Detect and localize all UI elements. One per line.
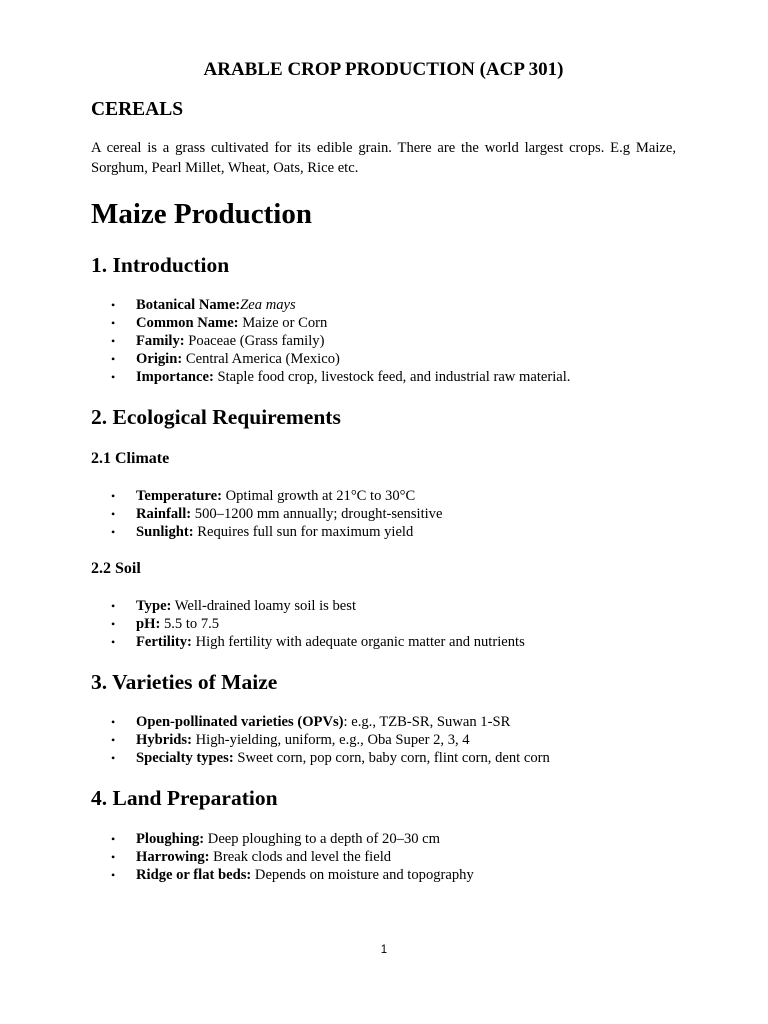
bullet-icon: •	[111, 599, 116, 613]
bullet-icon: •	[111, 868, 116, 882]
cereals-paragraph: A cereal is a grass cultivated for its edible grain. There are the world largest crops. E.g Maize, Sorghum, Pearl Millet, Wheat, Oats, Rice etc.	[91, 140, 676, 176]
introduction-heading: 1. Introduction	[91, 253, 230, 277]
varieties-list	[91, 713, 676, 767]
bullet-icon: •	[111, 489, 116, 503]
item-value: 5.5 to 7.5	[160, 616, 220, 632]
land-preparation-list	[91, 830, 676, 884]
bullet-icon: •	[111, 507, 116, 521]
bullet-icon: •	[111, 525, 116, 539]
item-term: Rainfall:	[136, 506, 192, 522]
list-item	[91, 296, 676, 314]
land-preparation-heading: 4. Land Preparation	[91, 786, 278, 810]
item-value: High-yielding, uniform, e.g., Oba Super 2, 3, 4	[191, 732, 470, 748]
list-item	[91, 368, 676, 386]
list-item	[91, 713, 676, 731]
list-item	[91, 633, 676, 651]
bullet-icon: •	[111, 617, 116, 631]
list-item	[91, 505, 676, 523]
item-term: Hybrids:	[136, 732, 192, 748]
list-item	[91, 314, 676, 332]
item-value: Staple food crop, livestock feed, and industrial raw material.	[213, 369, 571, 385]
item-value: Maize or Corn	[238, 315, 328, 331]
item-value: Poaceae (Grass family)	[184, 333, 325, 349]
item-value: 500–1200 mm annually; drought-sensitive	[191, 506, 443, 522]
list-item	[91, 830, 676, 848]
item-term: Harrowing:	[136, 849, 210, 865]
item-term: Sunlight:	[136, 524, 194, 540]
bullet-icon: •	[111, 715, 116, 729]
bullet-icon: •	[111, 832, 116, 846]
bullet-icon: •	[111, 751, 116, 765]
item-term: Origin:	[136, 351, 183, 367]
item-term: Ploughing:	[136, 831, 205, 847]
bullet-icon: •	[111, 635, 116, 649]
item-term: Specialty types:	[136, 750, 234, 766]
item-value: High fertility with adequate organic matter and nutrients	[191, 634, 525, 650]
item-value: Depends on moisture and topography	[251, 867, 474, 883]
item-term: Open-pollinated varieties (OPVs)	[136, 714, 344, 730]
list-item	[91, 487, 676, 505]
soil-list	[91, 597, 676, 651]
bullet-icon: •	[111, 352, 116, 366]
list-item	[91, 597, 676, 615]
page-number: 1	[380, 944, 388, 956]
list-item	[91, 866, 676, 884]
bullet-icon: •	[111, 334, 116, 348]
list-item	[91, 731, 676, 749]
item-value: Zea mays	[240, 297, 296, 313]
ecological-heading: 2. Ecological Requirements	[91, 405, 341, 429]
item-term: Fertility:	[136, 634, 192, 650]
bullet-icon: •	[111, 850, 116, 864]
item-term: Temperature:	[136, 488, 222, 504]
item-term: Ridge or flat beds:	[136, 867, 252, 883]
item-term: Common Name:	[136, 315, 239, 331]
item-term: Botanical Name:	[136, 297, 241, 313]
item-value: Sweet corn, pop corn, baby corn, flint corn, dent corn	[233, 750, 550, 766]
item-term: Importance:	[136, 369, 214, 385]
bullet-icon: •	[111, 733, 116, 747]
list-item	[91, 749, 676, 767]
introduction-list	[91, 296, 676, 386]
list-item	[91, 332, 676, 350]
climate-list	[91, 487, 676, 541]
item-term: pH:	[136, 616, 161, 632]
item-value: Deep ploughing to a depth of 20–30 cm	[204, 831, 441, 847]
bullet-icon: •	[111, 298, 116, 312]
list-item	[91, 615, 676, 633]
item-value: Optimal growth at 21°C to 30°C	[221, 488, 416, 504]
item-value: Central America (Mexico)	[182, 351, 340, 367]
list-item	[91, 523, 676, 541]
item-value: Break clods and level the field	[209, 849, 392, 865]
bullet-icon: •	[111, 370, 116, 384]
list-item	[91, 848, 676, 866]
item-value: Well-drained loamy soil is best	[171, 598, 357, 614]
soil-heading: 2.2 Soil	[91, 560, 141, 577]
main-heading: Maize Production	[91, 198, 312, 230]
bullet-icon: •	[111, 316, 116, 330]
cereals-heading: CEREALS	[91, 99, 184, 120]
list-item	[91, 350, 676, 368]
item-term: Type:	[136, 598, 172, 614]
varieties-heading: 3. Varieties of Maize	[91, 670, 278, 694]
item-value: Requires full sun for maximum yield	[193, 524, 414, 540]
document-title: ARABLE CROP PRODUCTION (ACP 301)	[203, 59, 564, 80]
item-value: : e.g., TZB-SR, Suwan 1-SR	[343, 714, 511, 730]
climate-heading: 2.1 Climate	[91, 450, 170, 467]
item-term: Family:	[136, 333, 185, 349]
